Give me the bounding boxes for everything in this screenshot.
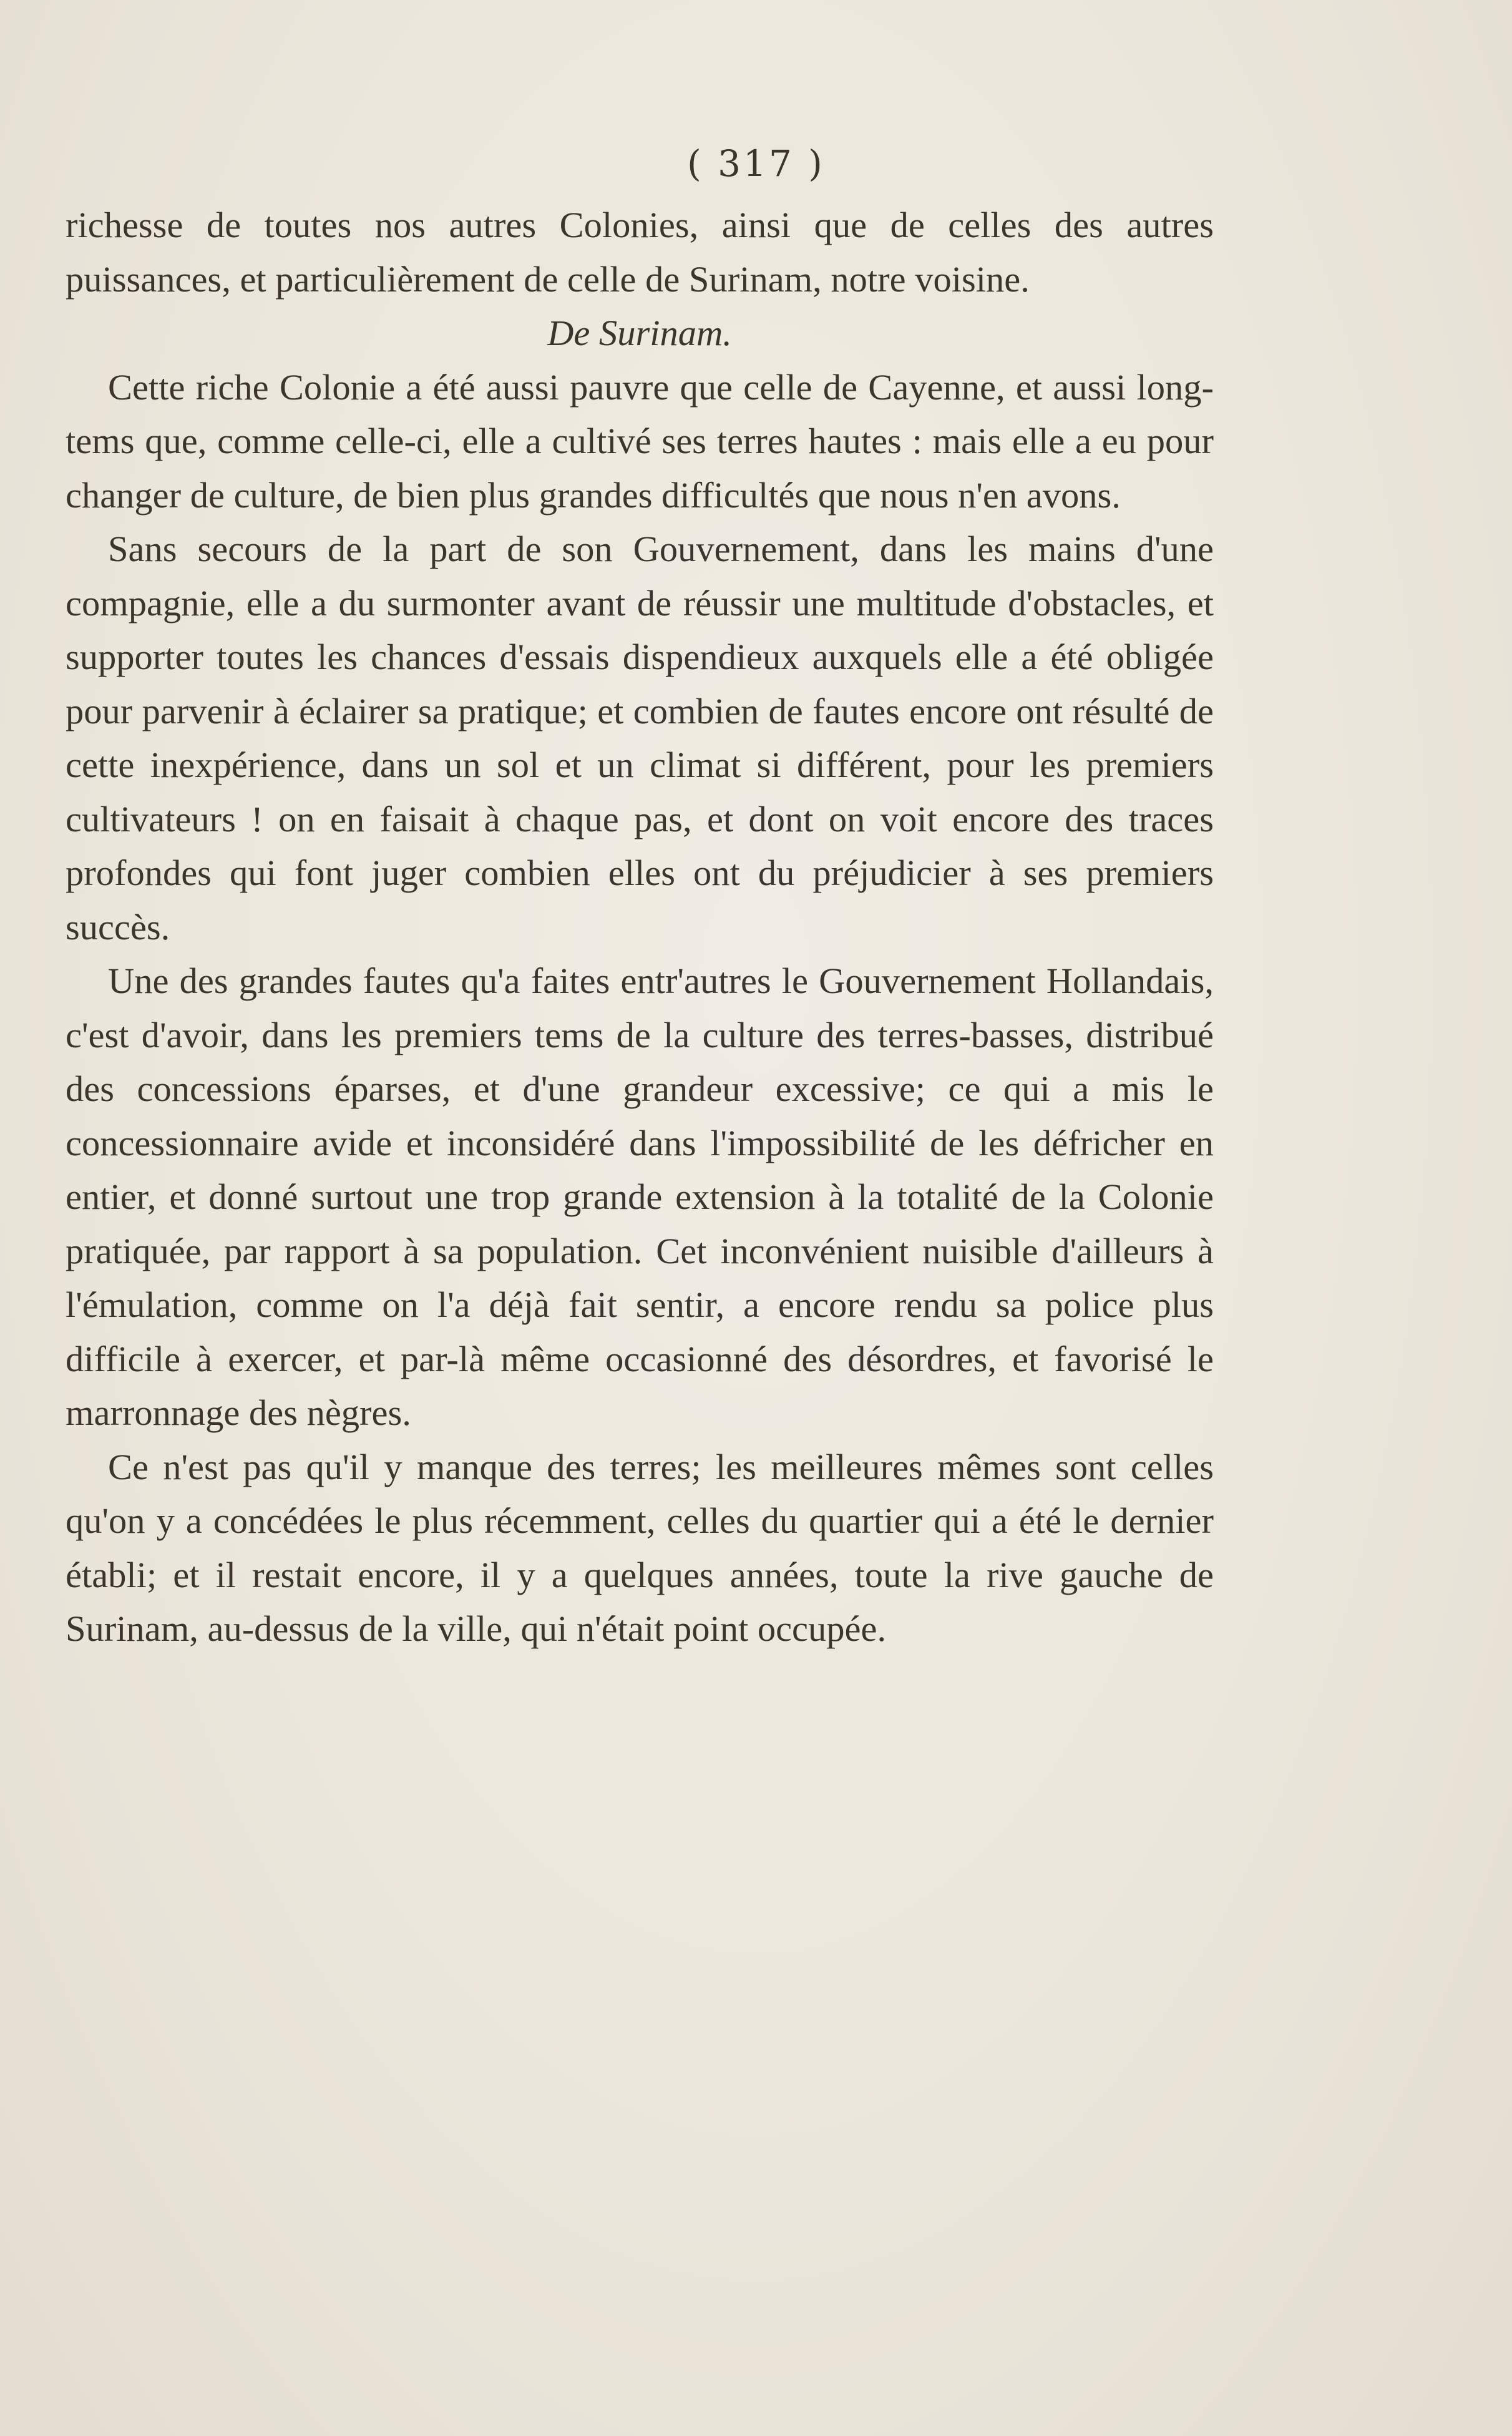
section-heading: De Surinam. — [547, 313, 732, 353]
page-number: ( 317 ) — [687, 142, 825, 185]
page-body-text — [66, 198, 1214, 1656]
paragraph-continued: richesse de toutes nos autres Colonies, ainsi que de celles des autres puissances, et particulièrement de celle de Surinam, notre voisine. — [66, 205, 1214, 300]
paragraph: Cette riche Colonie a été aussi pauvre que celle de Cayenne, et aussi long-tems que, comme celle-ci, elle a cultivé ses terres hautes : mais elle a eu pour changer de culture, de bien plus grandes difficultés que nous n'en avons. — [66, 366, 1214, 516]
paragraph: Une des grandes fautes qu'a faites entr'autres le Gouvernement Hollandais, c'est d'avoir, dans les premiers tems de la culture des terres-basses, distribué des concessions éparses, et d'une grandeur excessive; ce qui a mis le concessionnaire avide et inconsidéré dans l'impossibilité de les défricher en entier, et donné surtout une trop grande extension à la totalité de la Colonie pratiquée, par rapport à sa population. Cet inconvénient nuisible d'ailleurs à l'émulation, comme on l'a déjà fait sentir, a encore rendu sa police plus difficile à exercer, et par-là même occasionné des désordres, et favorisé le marronnage des nègres. — [66, 961, 1214, 1433]
paragraph: Ce n'est pas qu'il y manque des terres; les meilleures mêmes sont celles qu'on y a concédées le plus récemment, celles du quartier qui a été le dernier établi; et il restait encore, il y a quelques années, toute la rive gauche de Surinam, au-dessus de la ville, qui n'était point occupée. — [66, 1446, 1214, 1649]
paragraph: Sans secours de la part de son Gouvernement, dans les mains d'une compagnie, elle a du surmonter avant de réussir une multitude d'obstacles, et supporter toutes les chances d'essais dispendieux auxquels elle a été obligée pour parvenir à éclairer sa pratique; et combien de fautes encore ont résulté de cette inexpérience, dans un sol et un climat si différent, pour les premiers cultivateurs ! on en faisait à chaque pas, et dont on voit encore des traces profondes qui font juger combien elles ont du préjudicier à ses premiers succès. — [66, 529, 1214, 947]
